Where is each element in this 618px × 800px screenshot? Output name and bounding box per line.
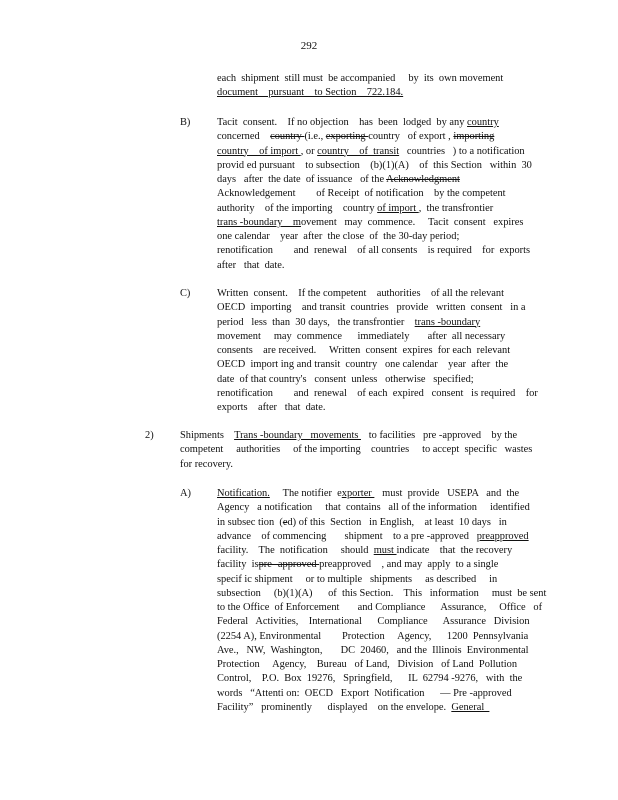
text-line bbox=[217, 86, 503, 100]
struck-text: country bbox=[270, 131, 305, 143]
text-line: concerned country (i.e., exporting country of export , importing bbox=[217, 131, 495, 143]
underlined-text: of import bbox=[377, 202, 419, 214]
text-line: period less than 30 days, the transfrontier trans -boundary bbox=[217, 316, 481, 328]
text-line: authority of the importing country of import , the transfrontier bbox=[217, 202, 494, 214]
text-line: Acknowledgement of Receipt of notification by the competent bbox=[217, 188, 506, 200]
item-c-paragraph bbox=[217, 287, 538, 415]
text-line: provid ed pursuant to subsection (b)(1)(A) of this Section within 30 bbox=[217, 159, 532, 171]
text-line: one calendar year after the close of the 30-day period; bbox=[217, 231, 460, 242]
text-line: advance of commencing shipment to a pre -approved preapproved bbox=[217, 530, 529, 542]
text-line: Federal Activities, International Compliance Assurance Division bbox=[217, 616, 530, 628]
text-line: for recovery. bbox=[180, 458, 233, 470]
text-line: Protection Agency, Bureau of Land, Division of Land Pollution bbox=[217, 659, 518, 670]
text-line: date of that country's consent unless otherwise specified; bbox=[217, 373, 474, 385]
item-a-paragraph bbox=[217, 487, 546, 715]
item-c-label: C) bbox=[180, 288, 191, 299]
item-b-paragraph bbox=[217, 116, 532, 273]
text-line: Tacit consent. If no objection has been lodged by any country bbox=[217, 117, 499, 128]
text-line: in subsec tion (ed) of this Section in English, at least 10 days in bbox=[217, 516, 507, 528]
text-line: renotification and renewal of all consents is required for exports bbox=[217, 245, 531, 257]
text-line: to the Office of Enforcement and Compliance Assurance, Office of bbox=[217, 602, 543, 613]
text-line: Ave., NW, Washington, DC 20460, and the Illinois Environmental bbox=[217, 644, 529, 656]
underlined-text: country of transit bbox=[317, 145, 400, 157]
item-2-label: 2) bbox=[145, 430, 154, 441]
underlined-text: country of import bbox=[217, 145, 301, 157]
item-a-label: A) bbox=[180, 488, 191, 499]
text-line: each shipment still must be accompanied by its own movement bbox=[217, 73, 504, 84]
text-line: consents are received. Written consent expires for each relevant bbox=[217, 345, 511, 356]
text-line: subsection (b)(1)(A) of this Section. This information must be sent bbox=[217, 587, 547, 599]
text-line: Notification. The notifier exporter must provide USEPA and the bbox=[217, 488, 520, 499]
underlined-text: Trans -boundary movements bbox=[234, 430, 361, 441]
underlined-text: preapproved bbox=[476, 530, 529, 542]
text-line: after that date. bbox=[217, 259, 285, 271]
intro-paragraph bbox=[217, 72, 503, 101]
struck-text: pre -approved bbox=[258, 559, 320, 571]
text-line: country of import , or country of transit countries ) to a notification bbox=[217, 145, 525, 157]
struck-text: exporting bbox=[325, 131, 369, 143]
text-line: renotification and renewal of each expired consent is required for bbox=[217, 387, 538, 399]
text-line: (2254 A), Environmental Protection Agency, 1200 Pennsylvania bbox=[217, 630, 529, 642]
underlined-text: General bbox=[451, 701, 490, 713]
struck-text: importing bbox=[453, 131, 495, 143]
text-line: specif ic shipment or to multiple shipments as described in bbox=[217, 573, 498, 585]
text-line: Shipments Trans -boundary movements to facilities pre -approved by the bbox=[180, 430, 518, 441]
underlined-text: country bbox=[467, 117, 499, 128]
item-b-label: B) bbox=[180, 117, 191, 128]
struck-text: e bbox=[282, 516, 288, 528]
text-line: OECD import ing and transit country one calendar year after the bbox=[217, 359, 509, 371]
text-line: facility. The notification should must indicate that the recovery bbox=[217, 545, 513, 556]
text-line: competent authorities of the importing countries to accept specific wastes bbox=[180, 444, 533, 456]
underlined-text: trans -boundary m bbox=[217, 216, 301, 228]
underlined-text: trans -boundary bbox=[414, 316, 481, 328]
text-line: movement may commence immediately after all necessary bbox=[217, 330, 506, 342]
text-line: days after the date of issuance of the Acknowledgment bbox=[217, 174, 460, 185]
text-line: Agency a notification that contains all of the information identified bbox=[217, 502, 530, 514]
underlined-text: xporter bbox=[341, 488, 375, 499]
text-line: facility ispre -approved preapproved , and may apply to a single bbox=[217, 559, 499, 571]
text-line: Facility” prominently displayed on the envelope. General bbox=[217, 701, 490, 713]
text-line: words “Attenti on: OECD Export Notification — Pre -approved bbox=[217, 687, 512, 699]
struck-text: Acknowledgment bbox=[386, 174, 460, 185]
text-line: Written consent. If the competent authorities of all the relevant bbox=[217, 288, 504, 299]
text-line: trans -boundary movement may commence. Tacit consent expires bbox=[217, 216, 524, 228]
text-line: OECD importing and transit countries provide written consent in a bbox=[217, 302, 526, 314]
page-number: 292 bbox=[300, 40, 318, 52]
underlined-text: must bbox=[373, 545, 397, 556]
text-line: Control, P.O. Box 19276, Springfield, IL 62794 -9276, with the bbox=[217, 673, 523, 685]
underlined-text: Notification. bbox=[217, 488, 270, 499]
text-line: exports after that date. bbox=[217, 402, 326, 413]
item-2-paragraph bbox=[180, 429, 532, 472]
underlined-text: document pursuant to Section 722.184. bbox=[217, 87, 404, 99]
